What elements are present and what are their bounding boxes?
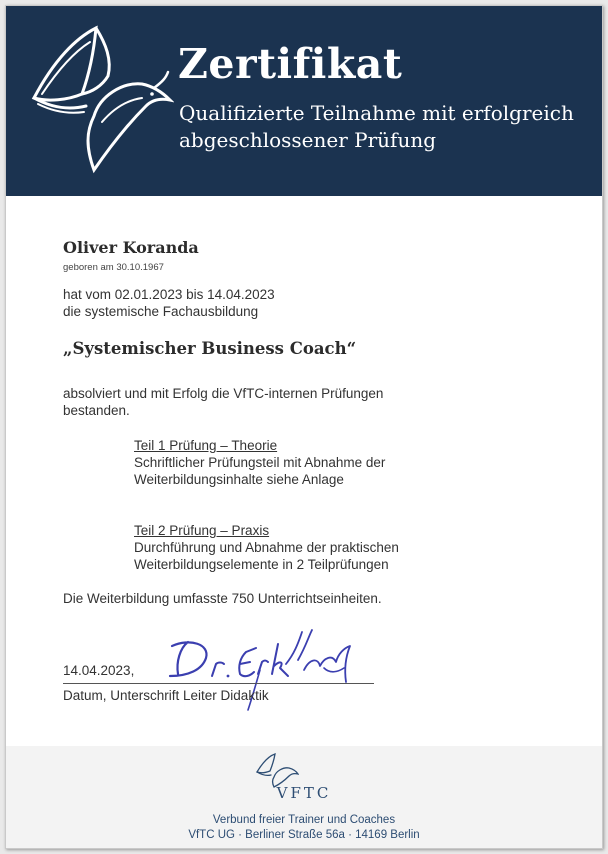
- participant-name: Oliver Koranda: [63, 238, 199, 257]
- butterfly-book-logo-icon: [24, 20, 174, 180]
- signature-date: 14.04.2023,: [63, 663, 135, 678]
- signature-caption: Datum, Unterschrift Leiter Didaktik: [63, 688, 269, 703]
- result-text-line1: absolviert und mit Erfolg die VfTC-internen Prüfungen: [63, 386, 384, 401]
- exam-part2-heading: Teil 2 Prüfung – Praxis: [134, 523, 270, 538]
- exam-part1-line2: Weiterbildungsinhalte siehe Anlage: [134, 472, 344, 487]
- footer-brand: VFTC: [276, 784, 332, 802]
- exam-part2-line2: Weiterbildungselemente in 2 Teilprüfungen: [134, 557, 389, 572]
- signature-line: [63, 683, 374, 684]
- period-text: hat vom 02.01.2023 bis 14.04.2023: [63, 287, 275, 302]
- result-text-line2: bestanden.: [63, 403, 130, 418]
- butterfly-book-logo-icon: [253, 752, 299, 788]
- certificate-footer: [6, 746, 602, 848]
- participant-birthdate: geboren am 30.10.1967: [63, 262, 164, 273]
- exam-part1-heading: Teil 1 Prüfung – Theorie: [134, 438, 278, 453]
- certificate-title: Zertifikat: [178, 40, 403, 88]
- course-title: „Systemischer Business Coach“: [63, 339, 357, 358]
- footer-org-name: Verbund freier Trainer und Coaches: [212, 814, 396, 826]
- training-units-text: Die Weiterbildung umfasste 750 Unterrichtseinheiten.: [63, 591, 382, 606]
- program-type-text: die systemische Fachausbildung: [63, 304, 259, 319]
- footer-address: VfTC UG · Berliner Straße 56a · 14169 Berlin: [188, 829, 420, 841]
- certificate-subtitle: Qualifizierte Teilnahme mit erfolgreich abgeschlossener Prüfung: [179, 101, 574, 152]
- certificate-header: [6, 6, 602, 196]
- exam-part2-line1: Durchführung und Abnahme der praktischen: [134, 540, 399, 555]
- certificate-page: [5, 5, 603, 849]
- exam-part1-line1: Schriftlicher Prüfungsteil mit Abnahme der: [134, 455, 386, 470]
